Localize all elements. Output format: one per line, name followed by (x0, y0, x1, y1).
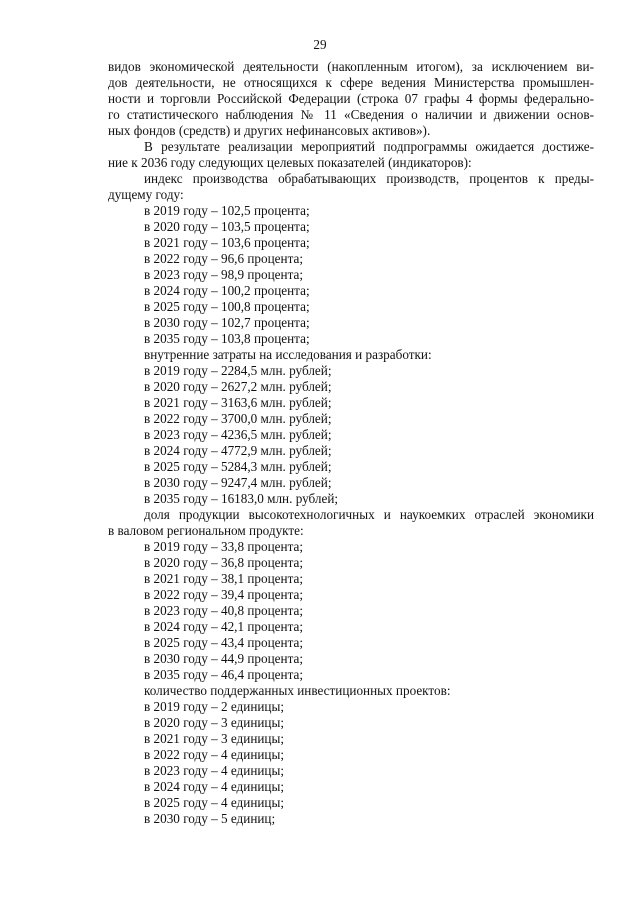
indicator-block (108, 683, 594, 827)
indicator-value: в 2020 году – 2627,2 млн. рублей; (144, 379, 332, 394)
indicator-value: в 2035 году – 103,8 процента; (144, 331, 310, 346)
indicator-value: в 2020 году – 3 единицы; (144, 715, 285, 730)
document-body (108, 59, 594, 827)
intro-paragraph (108, 59, 594, 139)
paragraph-line: ности и торговли Российской Федерации (строка 07 графы 4 формы федерально- (108, 91, 594, 106)
indicator-value: в 2025 году – 4 единицы; (144, 795, 285, 810)
paragraph-line: В результате реализации мероприятий подпрограммы ожидается достиже- (144, 139, 594, 154)
indicator-value: в 2022 году – 3700,0 млн. рублей; (144, 411, 332, 426)
paragraph-line: го статистического наблюдения № 11 «Сведения о наличии и движении основ- (108, 107, 594, 122)
indicator-title: в валовом региональном продукте: (108, 523, 304, 538)
indicator-value: в 2030 году – 44,9 процента; (144, 651, 304, 666)
paragraph-line: дов деятельности, не относящихся к сфере ведения Министерства промышлен- (108, 75, 594, 90)
indicator-value: в 2020 году – 36,8 процента; (144, 555, 304, 570)
indicator-value: в 2030 году – 5 единиц; (144, 811, 276, 826)
indicator-value: в 2025 году – 5284,3 млн. рублей; (144, 459, 332, 474)
indicator-title: индекс производства обрабатывающих производств, процентов к преды- (144, 171, 594, 186)
indicator-value: в 2019 году – 102,5 процента; (144, 203, 310, 218)
indicator-value: в 2023 году – 4236,5 млн. рублей; (144, 427, 332, 442)
indicator-value: в 2024 году – 100,2 процента; (144, 283, 310, 298)
indicator-block (108, 171, 594, 347)
paragraph-line: видов экономической деятельности (накопленным итогом), за исключением ви- (108, 59, 594, 74)
indicator-value: в 2023 году – 40,8 процента; (144, 603, 304, 618)
indicator-block (108, 507, 594, 683)
indicator-title: количество поддержанных инвестиционных проектов: (144, 683, 451, 698)
indicator-value: в 2021 году – 3 единицы; (144, 731, 285, 746)
indicator-value: в 2025 году – 100,8 процента; (144, 299, 310, 314)
indicator-value: в 2023 году – 98,9 процента; (144, 267, 304, 282)
indicator-value: в 2021 году – 3163,6 млн. рублей; (144, 395, 332, 410)
indicator-title: внутренние затраты на исследования и разработки: (144, 347, 432, 362)
indicator-value: в 2021 году – 103,6 процента; (144, 235, 310, 250)
page-number: 29 (313, 37, 327, 52)
indicator-value: в 2025 году – 43,4 процента; (144, 635, 304, 650)
paragraph-line: ние к 2036 году следующих целевых показателей (индикаторов): (108, 155, 472, 170)
indicator-value: в 2022 году – 96,6 процента; (144, 251, 304, 266)
indicator-value: в 2024 году – 4 единицы; (144, 779, 285, 794)
indicator-value: в 2019 году – 2284,5 млн. рублей; (144, 363, 332, 378)
indicator-value: в 2024 году – 4772,9 млн. рублей; (144, 443, 332, 458)
result-paragraph (108, 139, 594, 171)
indicator-value: в 2030 году – 9247,4 млн. рублей; (144, 475, 332, 490)
indicator-value: в 2021 году – 38,1 процента; (144, 571, 304, 586)
indicator-title: доля продукции высокотехнологичных и наукоемких отраслей экономики (144, 507, 594, 522)
indicator-value: в 2020 году – 103,5 процента; (144, 219, 310, 234)
indicator-value: в 2035 году – 16183,0 млн. рублей; (144, 491, 339, 506)
indicator-block (108, 347, 594, 507)
indicator-value: в 2019 году – 2 единицы; (144, 699, 285, 714)
indicator-value: в 2023 году – 4 единицы; (144, 763, 285, 778)
indicator-title: дущему году: (108, 187, 184, 202)
indicator-value: в 2030 году – 102,7 процента; (144, 315, 310, 330)
indicator-value: в 2022 году – 39,4 процента; (144, 587, 304, 602)
paragraph-line: ных фондов (средств) и других нефинансовых активов»). (108, 123, 431, 138)
indicator-value: в 2022 году – 4 единицы; (144, 747, 285, 762)
indicator-value: в 2024 году – 42,1 процента; (144, 619, 304, 634)
indicator-value: в 2035 году – 46,4 процента; (144, 667, 304, 682)
indicator-value: в 2019 году – 33,8 процента; (144, 539, 304, 554)
